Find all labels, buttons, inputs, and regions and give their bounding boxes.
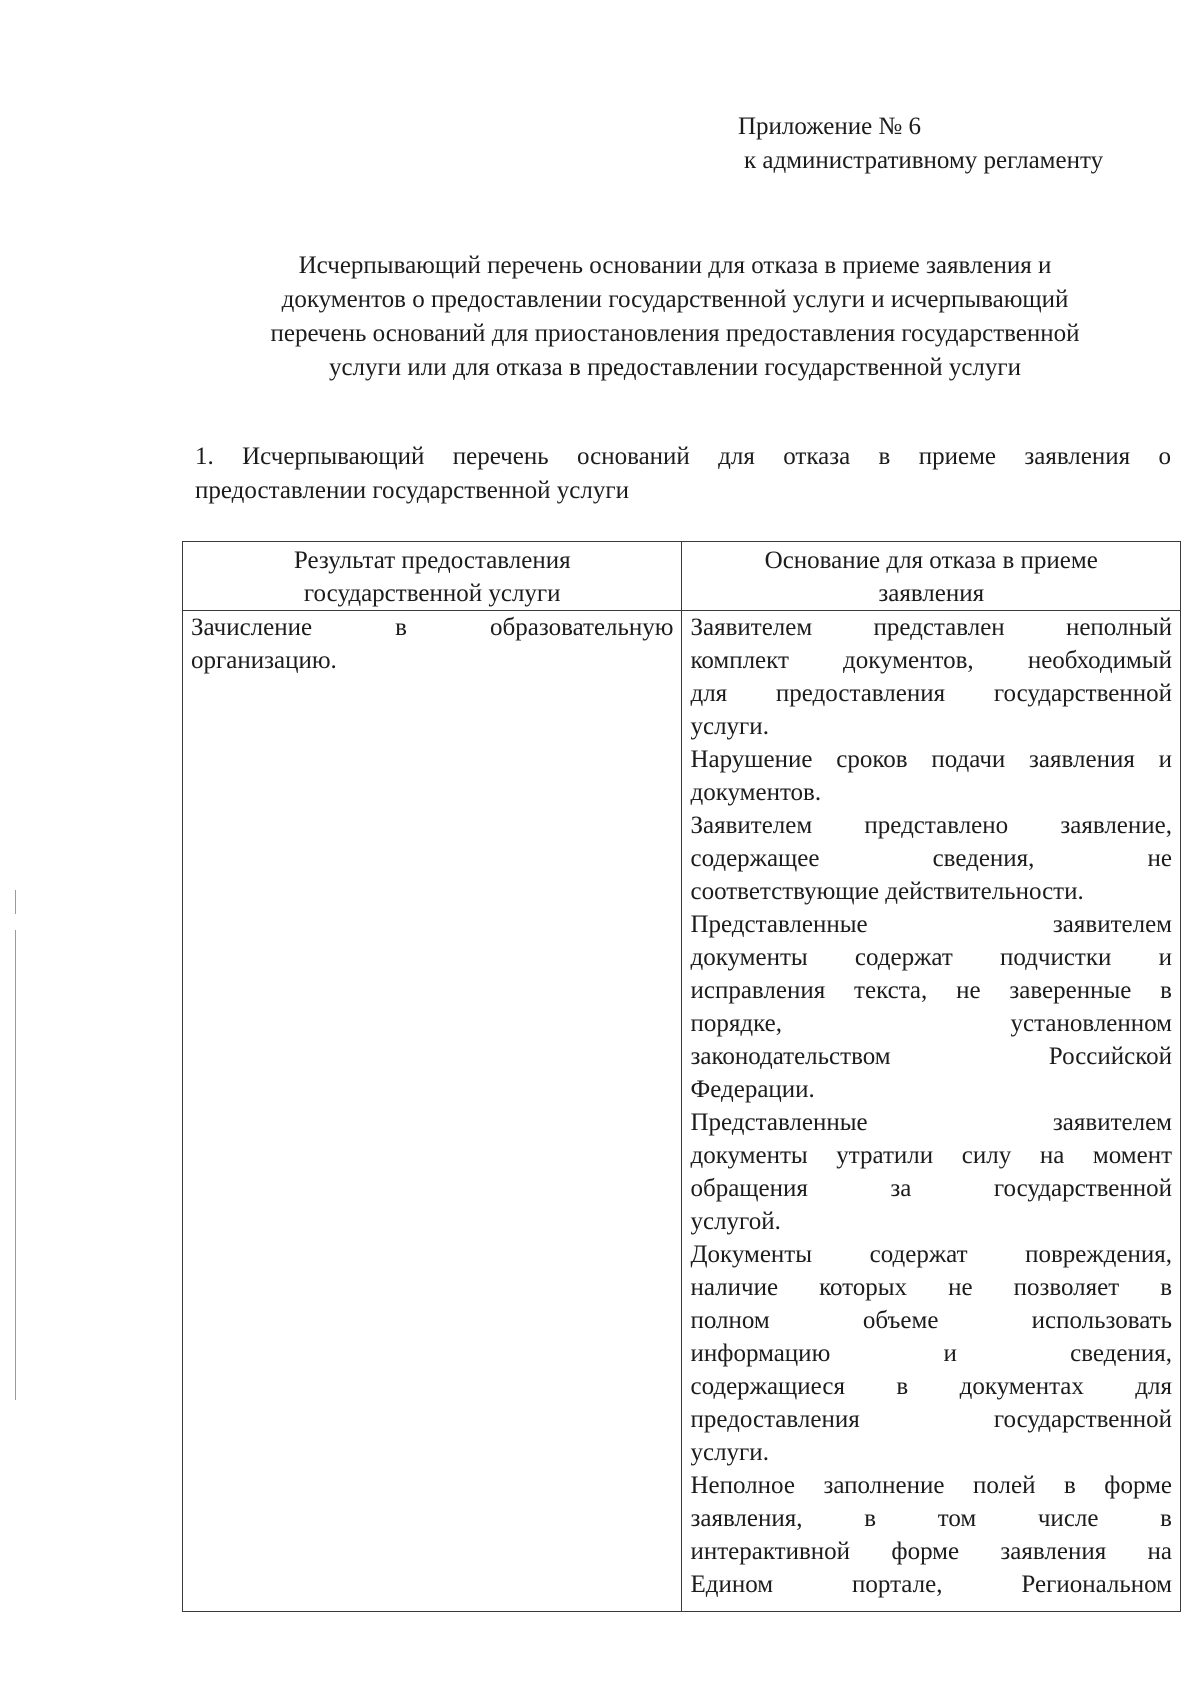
cell-line: информацию и сведения, <box>690 1340 1172 1367</box>
cell-line: заявления, в том числе в <box>690 1505 1172 1532</box>
cell-line: Представленные заявителем <box>690 1109 1172 1136</box>
table-header-row <box>183 542 1181 611</box>
header-line: Результат предоставления <box>293 547 571 574</box>
appendix-heading <box>738 110 1103 178</box>
reason-cell <box>682 611 1181 1612</box>
cell-line: исправления текста, не заверенные в <box>690 977 1172 1004</box>
cell-line: Неполное заполнение полей в форме <box>690 1472 1172 1499</box>
cell-line: законодательством Российской <box>690 1043 1172 1070</box>
cell-line: документов. <box>690 779 822 806</box>
result-cell <box>183 611 682 1612</box>
cell-line: Представленные заявителем <box>690 911 1172 938</box>
cell-line: услугой. <box>690 1208 781 1235</box>
header-line: государственной услуги <box>303 580 561 607</box>
cell-line: Нарушение сроков подачи заявления и <box>690 746 1172 773</box>
cell-line: обращения за государственной <box>690 1175 1172 1202</box>
title-line: документов о предоставлении государственной услуги и исчерпывающий <box>281 286 1069 313</box>
cell-line: порядке, установленном <box>690 1010 1172 1037</box>
cell-line: Едином портале, Региональном <box>690 1571 1172 1598</box>
cell-line: услуги. <box>690 713 769 740</box>
header-line: заявления <box>878 580 985 607</box>
cell-line: Документы содержат повреждения, <box>690 1241 1172 1268</box>
cell-line: предоставления государственной <box>690 1406 1172 1433</box>
cell-line: для предоставления государственной <box>690 680 1172 707</box>
section-1-heading <box>195 440 1171 508</box>
cell-line: Заявителем представлен неполный <box>690 614 1172 641</box>
header-line: Основание для отказа в приеме <box>764 547 1098 574</box>
document-title <box>195 249 1155 385</box>
cell-line: Зачисление в образовательную <box>191 614 674 641</box>
cell-line: комплект документов, необходимый <box>690 647 1172 674</box>
cell-line: интерактивной форме заявления на <box>690 1538 1172 1565</box>
cell-line: полном объеме использовать <box>690 1307 1172 1334</box>
appendix-number: Приложение № 6 <box>738 113 922 140</box>
cell-line: Федерации. <box>690 1076 815 1103</box>
title-line: Исчерпывающий перечень основании для отказа в приеме заявления и <box>298 252 1052 279</box>
section-line: предоставлении государственной услуги <box>195 477 629 504</box>
appendix-subtitle: к административному регламенту <box>744 147 1104 174</box>
cell-line: документы утратили силу на момент <box>690 1142 1172 1169</box>
header-result <box>183 542 682 611</box>
header-reason <box>682 542 1181 611</box>
cell-line: Заявителем представлено заявление, <box>690 812 1172 839</box>
cell-line: содержащиеся в документах для <box>690 1373 1172 1400</box>
cell-line: соответствующие действительности. <box>690 878 1084 905</box>
section-line: 1. Исчерпывающий перечень оснований для отказа в приеме заявления о <box>195 443 1171 470</box>
cell-line: документы содержат подчистки и <box>690 944 1172 971</box>
scan-artifact-line <box>15 930 16 1400</box>
scan-artifact-line <box>15 890 16 914</box>
table-row <box>183 611 1181 1612</box>
cell-line: организацию. <box>191 647 337 674</box>
cell-line: содержащее сведения, не <box>690 845 1172 872</box>
cell-line: наличие которых не позволяет в <box>690 1274 1172 1301</box>
reasons-table <box>182 541 1181 1612</box>
title-line: перечень оснований для приостановления предоставления государственной <box>270 320 1080 347</box>
cell-line: услуги. <box>690 1439 769 1466</box>
title-line: услуги или для отказа в предоставлении государственной услуги <box>328 354 1022 381</box>
